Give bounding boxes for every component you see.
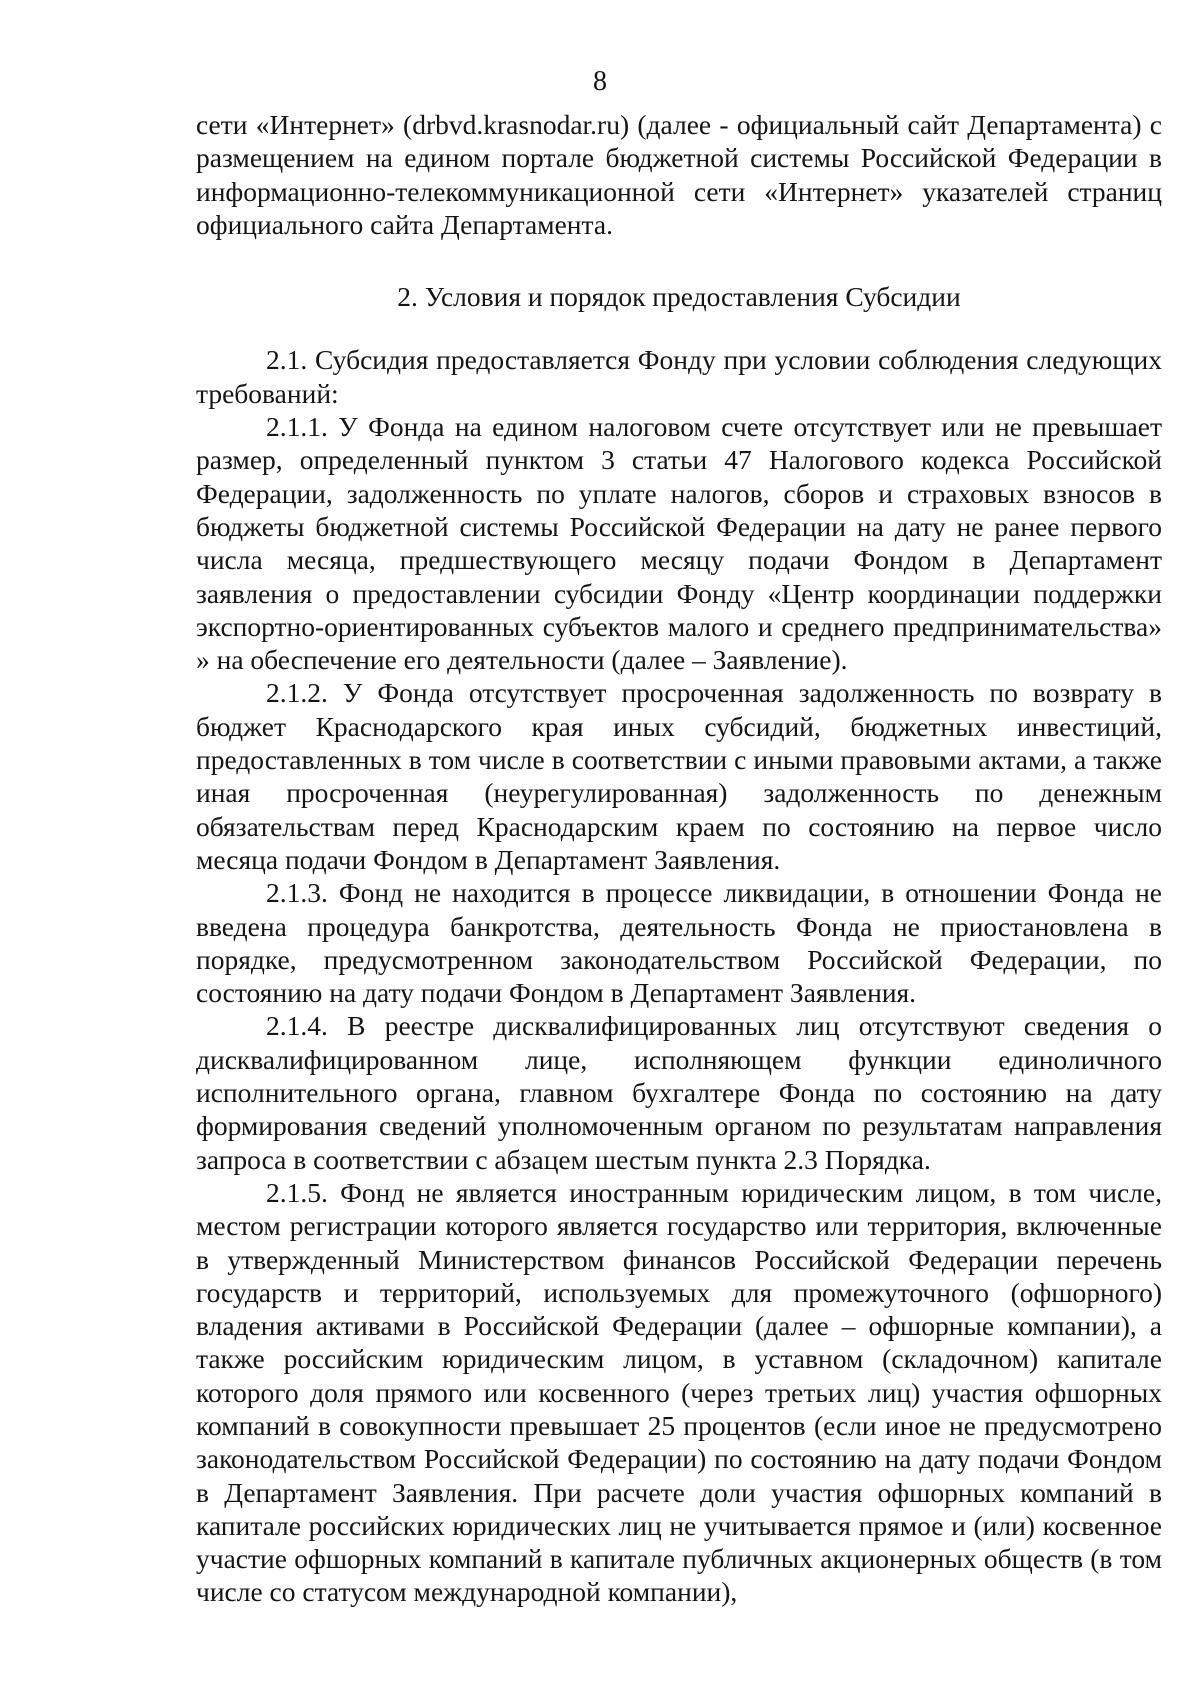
document-body <box>196 108 1162 1609</box>
paragraph-2-1-3: 2.1.3. Фонд не находится в процессе ликвидации, в отношении Фонда не введена процедура банкротства, деятельность Фонда не приостановлена в порядке, предусмотренном законодательством Российской Федерации, по состоянию на дату подачи Фондом в Департамент Заявления. <box>196 877 1162 1009</box>
section-heading: 2. Условия и порядок предоставления Субсидии <box>397 281 961 313</box>
paragraph-2-1-4: 2.1.4. В реестре дисквалифицированных лиц отсутствуют сведения о дисквалифицированном лице, исполняющем функции единоличного исполнительного органа, главном бухгалтере Фонда по состоянию на дату формирования сведений уполномоченным органом по результатам направления запроса в соответствии с абзацем шестым пункта 2.3 Порядка. <box>196 1010 1162 1175</box>
paragraph-2-1-2: 2.1.2. У Фонда отсутствует просроченная задолженность по возврату в бюджет Краснодарского края иных субсидий, бюджетных инвестиций, предоставленных в том числе в соответствии с иными правовыми актами, а также иная просроченная (неурегулированная) задолженность по денежным обязательствам перед Краснодарским краем по состоянию на первое число месяца подачи Фондом в Департамент Заявления. <box>196 677 1162 875</box>
page-number: 8 <box>593 66 607 97</box>
paragraph-2-1: 2.1. Субсидия предоставляется Фонду при условии соблюдения следующих требований: <box>196 344 1162 409</box>
paragraph-2-1-1: 2.1.1. У Фонда на едином налоговом счете отсутствует или не превышает размер, определенный пунктом 3 статьи 47 Налогового кодекса Российской Федерации, задолженность по уплате налогов, сборов и страховых взносов в бюджеты бюджетной системы Российской Федерации на дату не ранее первого числа месяца, предшествующего месяцу подачи Фондом в Департамент заявления о предоставлении субсидии Фонду «Центр координации поддержки экспортно-ориентированных субъектов малого и среднего предпринимательства» » на обеспечение его деятельности (далее – Заявление). <box>196 411 1162 676</box>
paragraph-2-1-5: 2.1.5. Фонд не является иностранным юридическим лицом, в том числе, местом регистрации которого является государство или территория, включенные в утвержденный Министерством финансов Российской Федерации перечень государств и территорий, используемых для промежуточного (офшорного) владения активами в Российской Федерации (далее – офшорные компании), а также российским юридическим лицом, в уставном (складочном) капитале которого доля прямого или косвенного (через третьих лиц) участия офшорных компаний в совокупности превышает 25 процентов (если иное не предусмотрено законодательством Российской Федерации) по состоянию на дату подачи Фондом в Департамент Заявления. При расчете доли участия офшорных компаний в капитале российских юридических лиц не учитывается прямое и (или) косвенное участие офшорных компаний в капитале публичных акционерных обществ (в том числе со статусом международной компании), <box>196 1176 1162 1608</box>
intro-paragraph: сети «Интернет» (drbvd.krasnodar.ru) (далее - официальный сайт Департамента) с размещением на едином портале бюджетной системы Российской Федерации в информационно-телекоммуникационной сети «Интернет» указателей страниц официального сайта Департамента. <box>196 109 1162 240</box>
